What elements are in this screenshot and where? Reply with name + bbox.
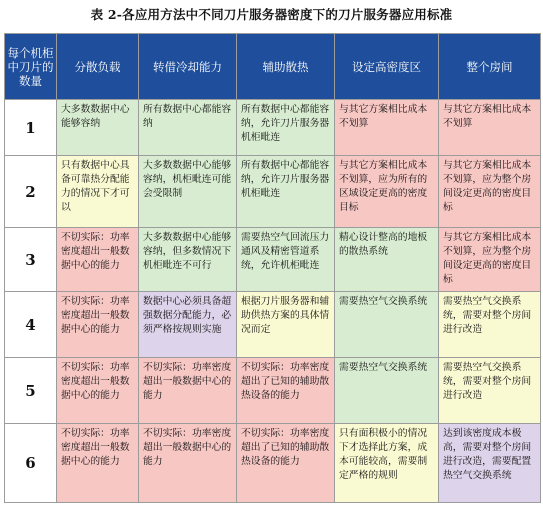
cell-distribute-load: 不切实际：功率密度超出一般数据中心的能力 [57, 424, 139, 503]
table-row [5, 228, 541, 292]
cell-high-density-zone: 需要热空气交换系统 [335, 358, 439, 424]
header-cell-blade-count: 每个机柜中刀片的数量 [5, 34, 57, 100]
header-cell-high-density-zone: 设定高密度区 [335, 34, 439, 100]
cell-borrow-cooling: 不切实际：功率密度超出一般数据中心的能力 [139, 424, 237, 503]
table-row [5, 358, 541, 424]
cell-borrow-cooling: 大多数数据中心能够容纳，机柜毗连可能会受限制 [139, 156, 237, 228]
cell-borrow-cooling: 数据中心必须具备超强数据分配能力，必须严格按规则实施 [139, 292, 237, 358]
cell-auxiliary-cooling: 所有数据中心都能容纳，允许刀片服务器机柜毗连 [237, 100, 335, 156]
cell-high-density-zone: 与其它方案相比成本不划算 [335, 100, 439, 156]
row-blade-count: 2 [5, 156, 57, 228]
cell-borrow-cooling: 所有数据中心都能容纳 [139, 100, 237, 156]
cell-distribute-load: 不切实际：功率密度超出一般数据中心的能力 [57, 228, 139, 292]
header-cell-auxiliary-cooling: 辅助散热 [237, 34, 335, 100]
cell-distribute-load: 大多数数据中心能够容纳 [57, 100, 139, 156]
cell-auxiliary-cooling: 不切实际：功率密度超出了已知的辅助散热设备的能力 [237, 424, 335, 503]
cell-high-density-zone: 精心设计整高的地板的散热系统 [335, 228, 439, 292]
cell-whole-room: 达到该密度成本极高，需要对整个房间进行改造，需要配置热空气交换系统 [439, 424, 541, 503]
header-cell-distribute-load: 分散负载 [57, 34, 139, 100]
cell-high-density-zone: 只有面积极小的情况下才选择此方案，成本可能较高，需要制定严格的规则 [335, 424, 439, 503]
header-cell-borrow-cooling: 转借冷却能力 [139, 34, 237, 100]
cell-whole-room: 需要热空气交换系统，需要对整个房间进行改造 [439, 292, 541, 358]
table-caption: 表 2-各应用方法中不同刀片服务器密度下的刀片服务器应用标准 [90, 7, 453, 22]
cell-high-density-zone: 与其它方案相比成本不划算，应为所有的区域设定更高的密度目标 [335, 156, 439, 228]
cell-high-density-zone: 需要热空气交换系统 [335, 292, 439, 358]
table-row [5, 156, 541, 228]
cell-distribute-load: 只有数据中心具备可靠热分配能力的情况下才可以 [57, 156, 139, 228]
header-cell-whole-room: 整个房间 [439, 34, 541, 100]
row-blade-count: 3 [5, 228, 57, 292]
cell-borrow-cooling: 大多数数据中心能够容纳，但多数情况下机柜毗连不可行 [139, 228, 237, 292]
table-row [5, 424, 541, 503]
row-blade-count: 6 [5, 424, 57, 503]
header-row [5, 34, 541, 100]
cell-auxiliary-cooling: 根据刀片服务器和辅助供热方案的具体情况而定 [237, 292, 335, 358]
cell-auxiliary-cooling: 需要热空气回流压力通风及精密管道系统，允许机柜毗连 [237, 228, 335, 292]
cell-distribute-load: 不切实际：功率密度超出一般数据中心的能力 [57, 358, 139, 424]
row-blade-count: 1 [5, 100, 57, 156]
cell-distribute-load: 不切实际：功率密度超出一般数据中心的能力 [57, 292, 139, 358]
table-row [5, 292, 541, 358]
cell-whole-room: 与其它方案相比成本不划算 [439, 100, 541, 156]
row-blade-count: 5 [5, 358, 57, 424]
row-blade-count: 4 [5, 292, 57, 358]
cell-whole-room: 与其它方案相比成本不划算，应为整个房间设定更高的密度目标 [439, 228, 541, 292]
table-row [5, 100, 541, 156]
cell-auxiliary-cooling: 不切实际：功率密度超出了已知的辅助散热设备的能力 [237, 358, 335, 424]
cell-whole-room: 与其它方案相比成本不划算，应为整个房间设定更高的密度目标 [439, 156, 541, 228]
blade-server-table [4, 33, 541, 503]
cell-borrow-cooling: 不切实际：功率密度超出一般数据中心的能力 [139, 358, 237, 424]
cell-auxiliary-cooling: 所有数据中心都能容纳，允许刀片服务器机柜毗连 [237, 156, 335, 228]
cell-whole-room: 需要热空气交换系统，需要对整个房间进行改造 [439, 358, 541, 424]
